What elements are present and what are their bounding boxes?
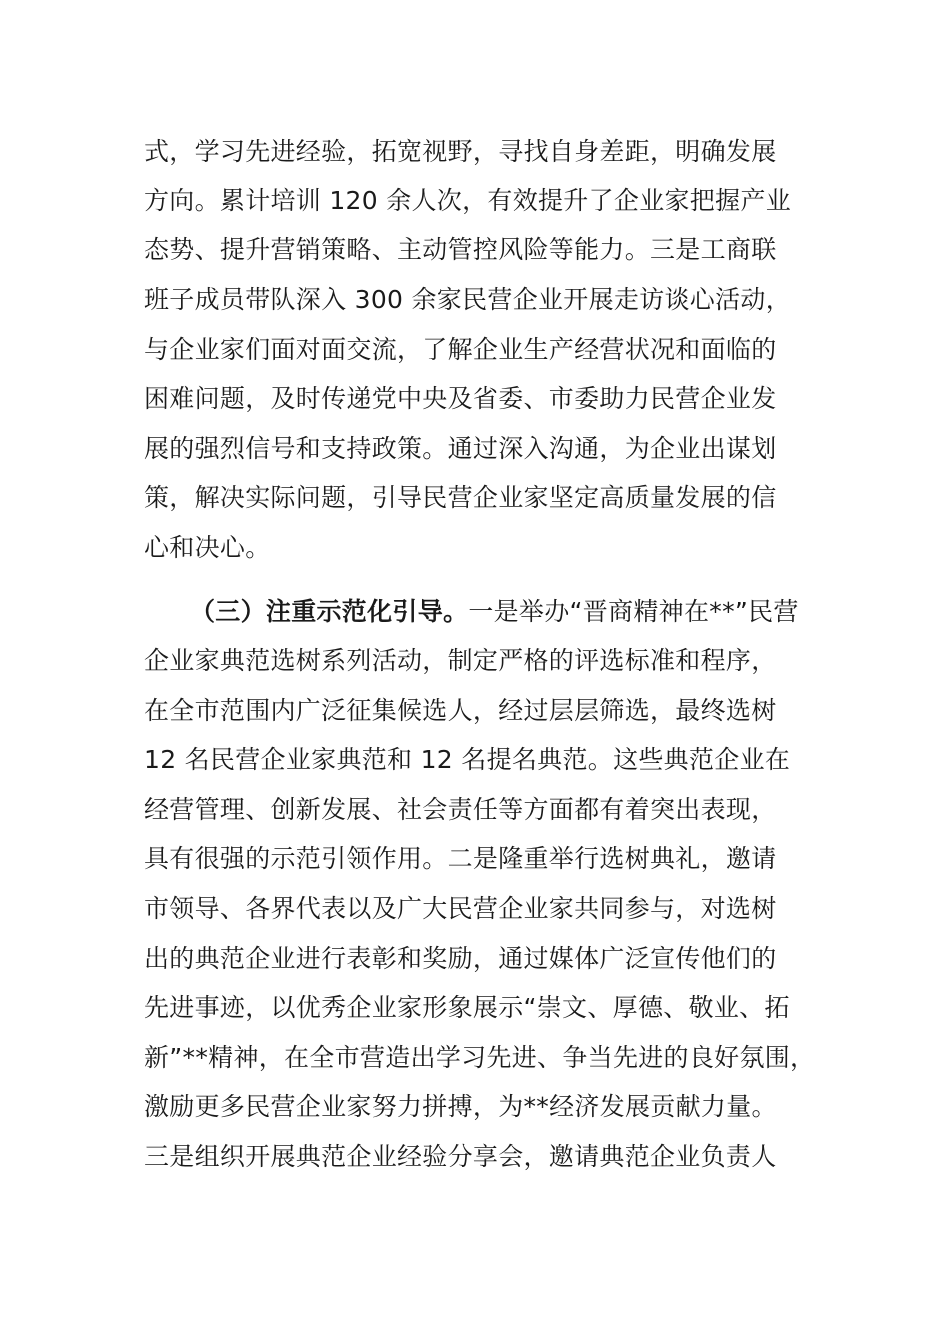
text-line: 出的典范企业进行表彰和奖励，通过媒体广泛宣传他们的 — [144, 944, 777, 973]
text-line: 与企业家们面对面交流，了解企业生产经营状况和面临的 — [144, 335, 777, 364]
text-line: 式，学习先进经验，拓宽视野，寻找自身差距，明确发展 — [144, 137, 777, 166]
text-line: 激励更多民营企业家努力拼搏，为**经济发展贡献力量。 — [144, 1092, 777, 1121]
text-line: 困难问题，及时传递党中央及省委、市委助力民营企业发 — [144, 384, 777, 413]
text-line: 策，解决实际问题，引导民营企业家坚定高质量发展的信 — [144, 483, 777, 512]
text-line: 12 名民营企业家典范和 12 名提名典范。这些典范企业在 — [144, 745, 791, 774]
text-line: 态势、提升营销策略、主动管控风险等能力。三是工商联 — [144, 235, 777, 264]
text-line: 展的强烈信号和支持政策。通过深入沟通，为企业出谋划 — [144, 434, 777, 463]
text-line: 市领导、各界代表以及广大民营企业家共同参与，对选树 — [144, 894, 777, 923]
text-line: 三是组织开展典范企业经验分享会，邀请典范企业负责人 — [144, 1142, 777, 1171]
text-line: 新”**精神，在全市营造出学习先进、争当先进的良好氛围， — [144, 1043, 816, 1072]
text-line-rest: 一是举办“晋商精神在**”民营 — [468, 597, 799, 626]
text-line: 企业家典范选树系列活动，制定严格的评选标准和程序， — [144, 646, 777, 675]
text-line: 心和决心。 — [144, 533, 271, 562]
text-line: 班子成员带队深入 300 余家民营企业开展走访谈心活动， — [144, 285, 792, 314]
text-line: 方向。累计培训 120 余人次，有效提升了企业家把握产业 — [144, 186, 792, 215]
text-line: 具有很强的示范引领作用。二是隆重举行选树典礼，邀请 — [144, 844, 777, 873]
paragraph-first-line — [190, 592, 850, 632]
text-line: 经营管理、创新发展、社会责任等方面都有着突出表现， — [144, 795, 777, 824]
text-line: 在全市范围内广泛征集候选人，经过层层筛选，最终选树 — [144, 696, 777, 725]
section-heading: （三）注重示范化引导。 — [190, 597, 469, 626]
text-line: 先进事迹，以优秀企业家形象展示“崇文、厚德、敬业、拓 — [144, 993, 790, 1022]
